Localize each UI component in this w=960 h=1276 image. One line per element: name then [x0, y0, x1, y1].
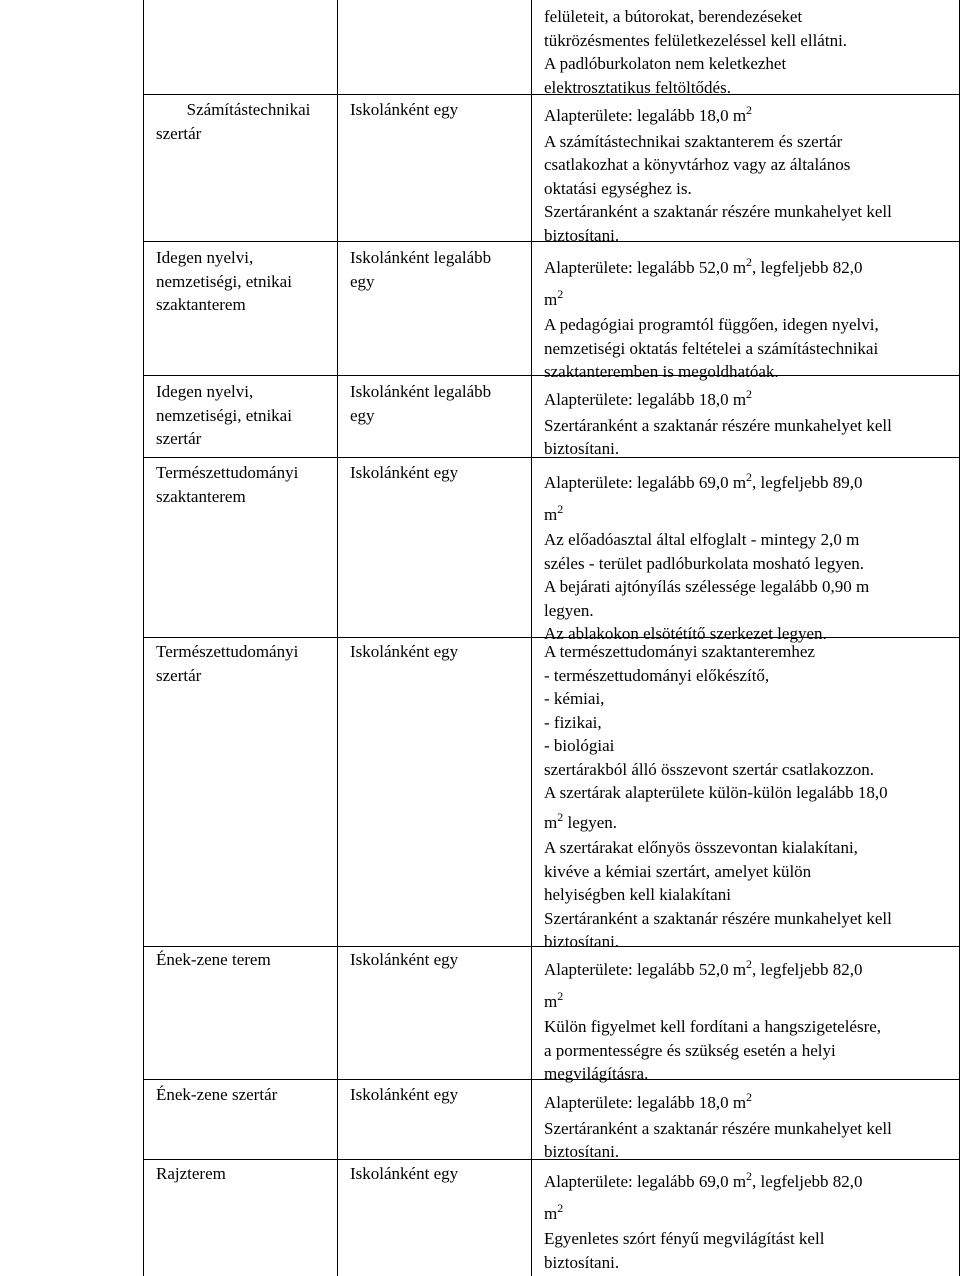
area-unit-line	[544, 503, 956, 529]
superscript: 2	[557, 501, 564, 516]
room-requirements	[544, 958, 956, 1086]
room-name-line: Természettudományi	[156, 463, 299, 482]
superscript: 2	[557, 988, 564, 1003]
area-unit-line	[544, 990, 956, 1016]
superscript: 2	[746, 255, 753, 269]
note-line: Szertáranként a szaktanár részére munkahelyet kell	[544, 908, 892, 928]
room-name-line: nemzetiségi, etnikai	[156, 271, 292, 291]
area-line	[544, 1170, 956, 1196]
note-line: biztosítani.	[544, 225, 620, 245]
note-line: felületeit, a bútorokat, berendezéseket	[544, 7, 803, 26]
note-line: elektrosztatikus feltöltődés.	[544, 77, 731, 97]
unit: m	[544, 991, 558, 1011]
room-name	[156, 948, 341, 972]
room-name-line: szertár	[156, 429, 202, 448]
note-line: - fizikai,	[544, 712, 602, 732]
room-requirements	[544, 1091, 956, 1164]
room-requirements	[544, 1170, 956, 1274]
area-text: Alapterülete: legalább 52,0 m	[544, 258, 747, 277]
note-line: biztosítani.	[544, 439, 620, 458]
note-line: A számítástechnikai szaktanterem és szertár	[544, 131, 843, 151]
note-line: nemzetiségi oktatás feltételei a számítástechnikai	[544, 338, 879, 358]
room-name-line: Ének-zene szertár	[156, 1085, 278, 1104]
room-name-line: Természettudományi	[156, 642, 299, 661]
area-text: Alapterülete: legalább 18,0 m	[544, 1093, 747, 1112]
area-unit-line	[544, 288, 956, 314]
room-name-line: Számítástechnikai	[186, 100, 311, 119]
note-line: megvilágításra.	[544, 1064, 649, 1083]
area-line	[544, 104, 956, 130]
note-line: Külön figyelmet kell fordítani a hangszigetelésre,	[544, 1017, 882, 1036]
superscript: 2	[746, 1090, 753, 1104]
room-name-line: Ének-zene terem	[156, 950, 271, 969]
continuation-notes	[544, 5, 956, 99]
superscript: 2	[746, 470, 753, 484]
note-line: biztosítani.	[544, 932, 620, 951]
note-line: oktatási egységhez is.	[544, 178, 692, 198]
unit: m	[544, 812, 558, 832]
note-line: - természettudományi előkészítő,	[544, 665, 770, 685]
area-text-max: , legfeljebb 82,0	[752, 1172, 863, 1191]
superscript: 2	[746, 1169, 753, 1183]
count-line: egy	[350, 405, 375, 425]
room-count	[350, 98, 535, 122]
area-text: Alapterülete: legalább 18,0 m	[544, 106, 747, 125]
area-unit-line	[544, 1202, 956, 1228]
note-line: legyen.	[544, 600, 594, 620]
room-name-line: nemzetiségi, etnikai	[156, 405, 292, 425]
note-line: Az ablakokon elsötétítő szerkezet legyen.	[544, 624, 827, 643]
note-line: Szertáranként a szaktanár részére munkahelyet kell	[544, 202, 892, 221]
room-requirements	[544, 256, 956, 384]
note-text: legyen.	[563, 812, 618, 832]
room-count	[350, 948, 535, 972]
table-border-left	[143, 0, 144, 1276]
room-name-line: szertár	[156, 665, 202, 685]
note-line: helyiségben kell kialakítani	[544, 885, 731, 904]
area-text-max: , legfeljebb 82,0	[752, 960, 863, 979]
count-line: Iskolánként legalább	[350, 382, 492, 401]
area-text: Alapterülete: legalább 52,0 m	[544, 960, 747, 979]
room-count	[350, 1162, 535, 1186]
area-line	[544, 1091, 956, 1117]
count-line: Iskolánként egy	[350, 100, 459, 119]
note-line: tükrözésmentes felületkezeléssel kell ellátni.	[544, 30, 848, 50]
unit: m	[544, 1203, 558, 1223]
note-line: a pormentességre és szükség esetén a helyi	[544, 1040, 836, 1060]
room-count	[350, 246, 535, 293]
superscript: 2	[557, 1200, 564, 1215]
room-name	[156, 1162, 341, 1186]
room-name	[156, 461, 341, 508]
note-line: Szertáranként a szaktanár részére munkahelyet kell	[544, 415, 892, 435]
area-text-max: , legfeljebb 89,0	[752, 473, 863, 492]
unit: m	[544, 289, 558, 309]
note-line: A szertárakat előnyös összevontan kialakítani,	[544, 838, 858, 857]
note-line: - biológiai	[544, 736, 615, 755]
area-line	[544, 388, 956, 414]
count-line: egy	[350, 271, 375, 291]
area-line	[544, 256, 956, 282]
note-line: szertárakból álló összevont szertár csatlakozzon.	[544, 759, 874, 779]
room-name-line: szertár	[156, 123, 202, 143]
room-name-line: Idegen nyelvi,	[156, 248, 254, 267]
area-unit-line	[544, 811, 956, 837]
area-text: Alapterülete: legalább 69,0 m	[544, 1172, 747, 1191]
area-text-max: , legfeljebb 82,0	[752, 258, 863, 277]
area-line	[544, 958, 956, 984]
room-name-line: szaktanterem	[156, 295, 246, 314]
room-name	[156, 246, 341, 317]
room-name-line: szaktanterem	[156, 486, 246, 506]
area-line	[544, 471, 956, 497]
room-requirements	[544, 640, 956, 954]
note-line: biztosítani.	[544, 1252, 620, 1272]
note-line: Az előadóasztal által elfoglalt - mintegy 2,0 m	[544, 530, 860, 549]
room-name-line: Idegen nyelvi,	[156, 382, 254, 401]
count-line: Iskolánként egy	[350, 1085, 459, 1104]
superscript: 2	[746, 387, 753, 401]
room-name	[156, 640, 341, 687]
area-text: Alapterülete: legalább 69,0 m	[544, 473, 747, 492]
count-line: Iskolánként egy	[350, 950, 459, 969]
room-count	[350, 1083, 535, 1107]
note-line: A bejárati ajtónyílás szélessége legalább 0,90 m	[544, 577, 870, 596]
note-line: biztosítani.	[544, 1142, 620, 1161]
note-line: széles - terület padlóburkolata mosható legyen.	[544, 553, 865, 573]
superscript: 2	[557, 809, 564, 824]
room-name	[156, 98, 341, 145]
note-line: kivéve a kémiai szertárt, amelyet külön	[544, 861, 812, 881]
note-line: Egyenletes szórt fényű megvilágítást kell	[544, 1229, 825, 1248]
room-requirements	[544, 471, 956, 646]
room-name	[156, 1083, 341, 1107]
count-line: Iskolánként egy	[350, 1164, 459, 1183]
note-line: szaktanteremben is megoldhatóak.	[544, 362, 779, 381]
superscript: 2	[746, 957, 753, 971]
room-count	[350, 461, 535, 485]
room-name-line: Rajzterem	[156, 1164, 226, 1183]
area-text: Alapterülete: legalább 18,0 m	[544, 390, 747, 409]
note-line: A pedagógiai programtól függően, idegen nyelvi,	[544, 315, 879, 334]
count-line: Iskolánként egy	[350, 463, 459, 482]
unit: m	[544, 504, 558, 524]
note-line: A szertárak alapterülete külön-külön legalább 18,0	[544, 783, 888, 802]
room-count	[350, 640, 535, 664]
room-requirements	[544, 388, 956, 461]
superscript: 2	[746, 103, 753, 117]
note-line: - kémiai,	[544, 689, 605, 708]
note-line: A padlóburkolaton nem keletkezhet	[544, 54, 787, 73]
room-name	[156, 380, 341, 451]
note-line: A természettudományi szaktanteremhez	[544, 642, 815, 661]
count-line: Iskolánként legalább	[350, 248, 492, 267]
superscript: 2	[557, 286, 564, 301]
room-requirements	[544, 104, 956, 247]
count-line: Iskolánként egy	[350, 642, 459, 661]
note-line: Szertáranként a szaktanár részére munkahelyet kell	[544, 1118, 892, 1138]
note-line: csatlakozhat a könyvtárhoz vagy az általános	[544, 155, 851, 174]
room-count	[350, 380, 535, 427]
